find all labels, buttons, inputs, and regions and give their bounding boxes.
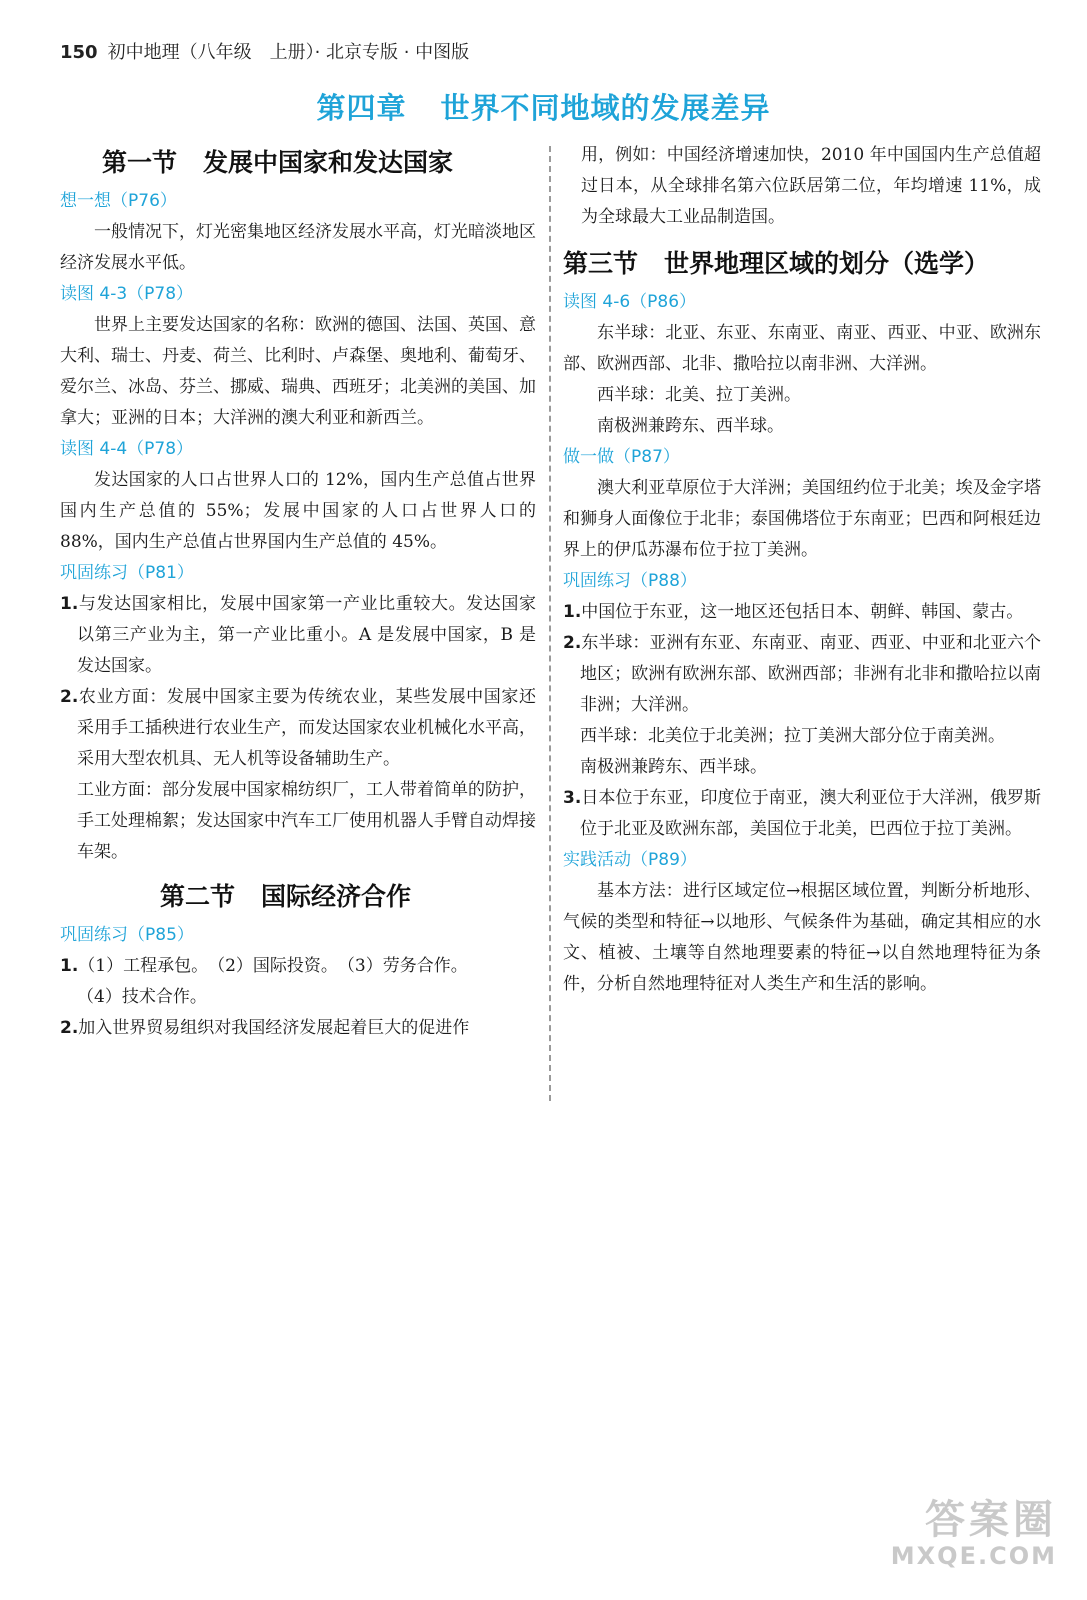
practice-label-p88: 巩固练习（P88）: [563, 571, 697, 591]
list-item-continuation: 南极洲兼跨东、西半球。: [580, 757, 767, 777]
list-item: 2.东半球：亚洲有东亚、东南亚、南亚、西亚、中亚和北亚六个地区；欧洲有欧洲东部、欧洲西部；非洲有北非和撒哈拉以南非洲；大洋洲。: [563, 633, 1041, 715]
book-title: 初中地理（八年级 上册）· 北京专版 · 中图版: [107, 42, 470, 63]
list-item: 1.（1）工程承包。 （2）国际投资。 （3）劳务合作。: [60, 956, 468, 976]
do-label: 做一做（P87）: [563, 447, 680, 467]
activity-label: 实践活动（P89）: [563, 850, 697, 870]
chapter-number: 第四章: [316, 91, 407, 125]
list-item: 1.与发达国家相比，发展中国家第一产业比重较大。发达国家以第三产业为主，第一产业比重小。A 是发展中国家，B 是发达国家。: [60, 594, 536, 676]
do-answer: 澳大利亚草原位于大洋洲；美国纽约位于北美；埃及金字塔和狮身人面像位于北非；泰国佛塔位于东南亚；巴西和阿根廷边界上的伊瓜苏瀑布位于拉丁美洲。: [563, 478, 1041, 560]
running-header: [60, 38, 469, 64]
chapter-name: 世界不同地域的发展差异: [440, 91, 771, 125]
page-number: 150: [60, 42, 98, 63]
fig46-antarctica: 南极洲兼跨东、西半球。: [597, 416, 784, 436]
list-item: 2.加入世界贸易组织对我国经济发展起着巨大的促进作: [60, 1018, 470, 1038]
left-column: [60, 140, 536, 1044]
list-item: 1.中国位于东亚，这一地区还包括日本、朝鲜、韩国、蒙古。: [563, 602, 1024, 622]
practice-label-p85: 巩固练习（P85）: [60, 925, 194, 945]
list-item-continuation: 西半球：北美位于北美洲；拉丁美洲大部分位于南美洲。: [580, 726, 1005, 746]
column-divider: [549, 146, 551, 1101]
watermark-url: MXQE.COM: [890, 1542, 1057, 1570]
fig43-answer: 世界上主要发达国家的名称：欧洲的德国、法国、英国、意大利、瑞士、丹麦、荷兰、比利时、卢森堡、奥地利、葡萄牙、爱尔兰、冰岛、芬兰、挪威、瑞典、西班牙；北美洲的美国、加拿大；亚洲的日本；大洋洲的澳大利亚和新西兰。: [60, 315, 536, 428]
section2-title: 第二节 国际经济合作: [160, 882, 412, 911]
fig43-label: 读图 4-3（P78）: [60, 284, 194, 304]
section1-title: 第一节 发展中国家和发达国家: [102, 148, 454, 177]
fig46-east: 东半球：北亚、东亚、东南亚、南亚、西亚、中亚、欧洲东部、欧洲西部、北非、撒哈拉以南非洲、大洋洲。: [563, 323, 1041, 374]
think-label: 想一想（P76）: [60, 191, 177, 211]
list-item: 3.日本位于东亚，印度位于南亚，澳大利亚位于大洋洲，俄罗斯位于北亚及欧洲东部，美国位于北美，巴西位于拉丁美洲。: [563, 788, 1041, 839]
section3-title: 第三节 世界地理区域的划分（选学）: [563, 249, 990, 278]
list-item-continuation: （4）技术合作。: [77, 987, 207, 1007]
fig46-label: 读图 4-6（P86）: [563, 292, 697, 312]
practice-label-p81: 巩固练习（P81）: [60, 563, 194, 583]
right-column: [563, 140, 1041, 1000]
section2-q2-continuation: 用，例如：中国经济增速加快，2010 年中国国内生产总值超过日本，从全球排名第六位跃居第二位，年均增速 11%，成为全球最大工业品制造国。: [581, 145, 1041, 227]
watermark: [890, 1497, 1057, 1570]
activity-answer: 基本方法：进行区域定位→根据区域位置，判断分析地形、气候的类型和特征→以地形、气候条件为基础，确定其相应的水文、植被、土壤等自然地理要素的特征→以自然地理特征为条件，分析自然地理特征对人类生产和生活的影响。: [563, 881, 1041, 994]
chapter-title: [0, 86, 1087, 127]
think-answer: 一般情况下，灯光密集地区经济发展水平高，灯光暗淡地区经济发展水平低。: [60, 222, 536, 273]
fig44-label: 读图 4-4（P78）: [60, 439, 194, 459]
fig44-answer: 发达国家的人口占世界人口的 12%，国内生产总值占世界国内生产总值的 55%；发展中国家的人口占世界人口的 88%，国内生产总值占世界国内生产总值的 45%。: [60, 470, 536, 552]
watermark-logo: 答案圈: [925, 1497, 1057, 1543]
list-item-continuation: 工业方面：部分发展中国家棉纺织厂，工人带着简单的防护，手工处理棉絮；发达国家中汽车工厂使用机器人手臂自动焊接车架。: [77, 780, 536, 862]
list-item: 2.农业方面：发展中国家主要为传统农业，某些发展中国家还采用手工插秧进行农业生产，而发达国家农业机械化水平高，采用大型农机具、无人机等设备辅助生产。: [60, 687, 536, 769]
fig46-west: 西半球：北美、拉丁美洲。: [597, 385, 801, 405]
